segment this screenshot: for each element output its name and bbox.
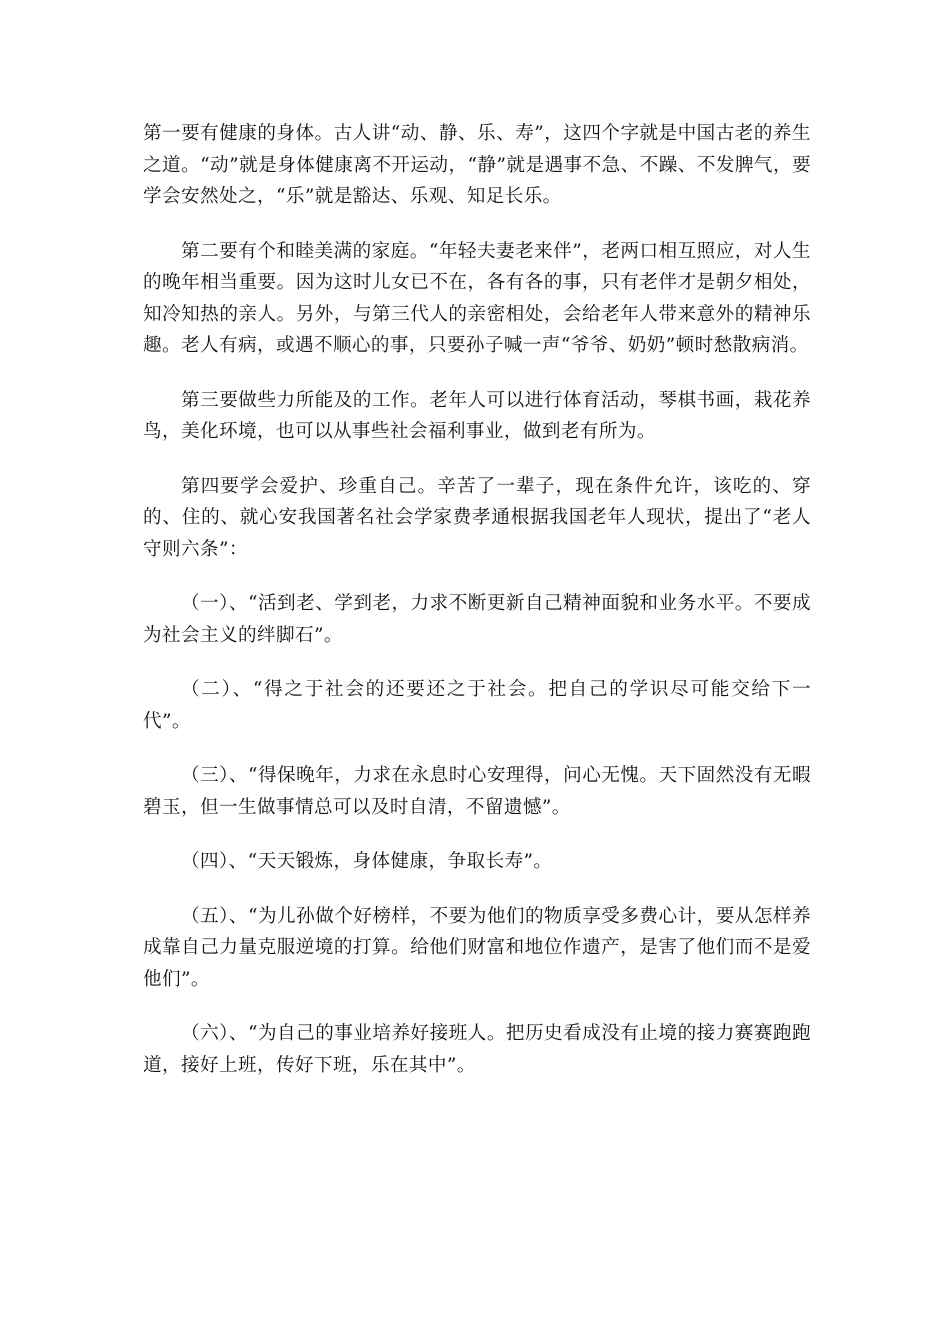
document-body: [143, 118, 811, 1104]
rule-item-6: （六）、“为自己的事业培养好接班人。把历史看成没有止境的接力赛赛跑跑道，接好上班，传好下班，乐在其中”。: [143, 1023, 811, 1076]
rule-item-5: （五）、“为儿孙做个好榜样，不要为他们的物质享受多费心计，要从怎样养成靠自己力量克服逆境的打算。给他们财富和地位作遗产，是害了他们而不是爱他们”。: [143, 905, 811, 990]
paragraph-work: 第三要做些力所能及的工作。老年人可以进行体育活动，琴棋书画，栽花养鸟，美化环境，也可以从事些社会福利事业，做到老有所为。: [143, 389, 811, 442]
rule-item-3: （三）、“得保晚年，力求在永息时心安理得，问心无愧。天下固然没有无暇碧玉，但一生做事情总可以及时自清，不留遗憾”。: [143, 765, 811, 818]
rule-item-2: （二）、“得之于社会的还要还之于社会。把自己的学识尽可能交给下一代”。: [143, 679, 811, 732]
rule-item-4: （四）、“天天锻炼，身体健康，争取长寿”。: [181, 851, 553, 872]
paragraph-self-care: 第四要学会爱护、珍重自己。辛苦了一辈子，现在条件允许，该吃的、穿的、住的、就心安我国著名社会学家费孝通根据我国老年人现状，提出了“老人守则六条”：: [143, 475, 811, 560]
rule-item-1: （一）、“活到老、学到老，力求不断更新自己精神面貌和业务水平。不要成为社会主义的绊脚石”。: [143, 593, 811, 646]
paragraph-family: 第二要有个和睦美满的家庭。“年轻夫妻老来伴”，老两口相互照应，对人生的晚年相当重要。因为这时儿女已不在，各有各的事，只有老伴才是朝夕相处，知冷知热的亲人。另外，与第三代人的亲密相处，会给老年人带来意外的精神乐趣。老人有病，或遇不顺心的事，只要孙子喊一声“爷爷、奶奶”顿时愁散病消。: [143, 240, 811, 356]
paragraph-health: 第一要有健康的身体。古人讲“动、静、乐、寿”，这四个字就是中国古老的养生之道。“动”就是身体健康离不开运动，“静”就是遇事不急、不躁、不发脾气，要学会安然处之，“乐”就是豁达、乐观、知足长乐。: [143, 123, 811, 207]
